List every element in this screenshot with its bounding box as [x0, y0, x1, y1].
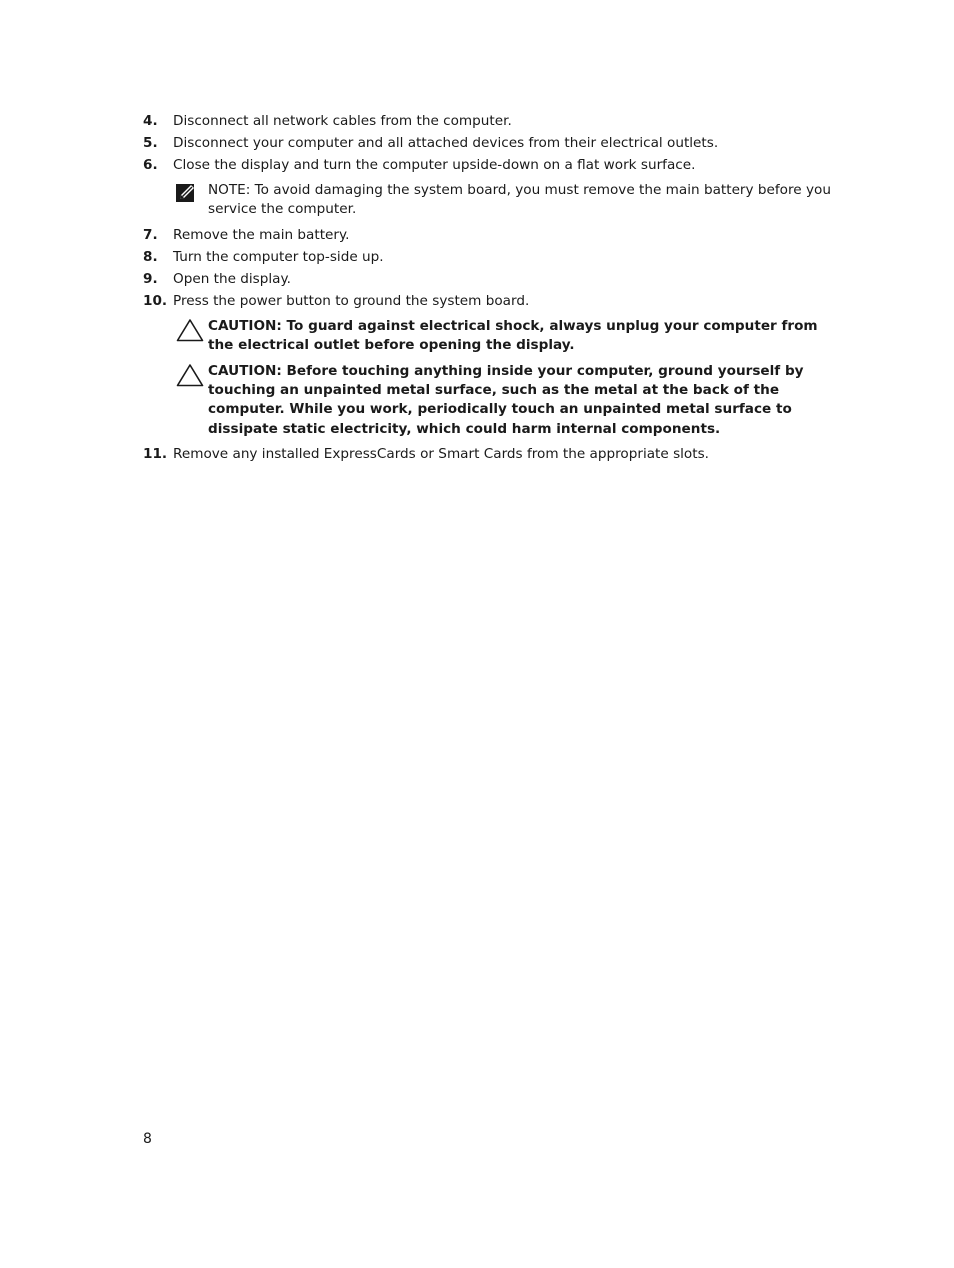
step-text: Disconnect your computer and all attached devices from their electrical outlets. [173, 135, 719, 151]
step-7 [143, 226, 833, 245]
caution-triangle-icon [176, 362, 208, 440]
step-text: Close the display and turn the computer upside-down on a flat work surface. [173, 157, 696, 173]
caution-text: CAUTION: To guard against electrical shock, always unplug your computer from the electrical outlet before opening the display. [208, 317, 818, 354]
step-number: 9. [143, 270, 158, 287]
step-11 [143, 445, 833, 464]
step-text: Open the display. [173, 270, 291, 287]
step-number: 6. [143, 157, 158, 173]
note-label: NOTE: [208, 182, 251, 198]
procedure-content [143, 112, 833, 467]
caution-box-1 [176, 317, 833, 356]
step-number: 7. [143, 226, 158, 243]
caution-triangle-icon [176, 317, 208, 356]
step-number: 11. [143, 446, 168, 463]
step-6 [143, 156, 833, 175]
step-number: 10. [143, 292, 168, 309]
step-number: 5. [143, 135, 158, 151]
page-number: 8 [143, 1131, 152, 1147]
step-text: Remove the main battery. [173, 226, 350, 243]
step-5 [143, 134, 833, 153]
note-box [176, 181, 833, 220]
step-number: 8. [143, 248, 158, 265]
note-text: To avoid damaging the system board, you must remove the main battery before you service the computer. [208, 182, 831, 218]
step-text: Remove any installed ExpressCards or Smart Cards from the appropriate slots. [173, 446, 709, 463]
caution-box-2 [176, 362, 833, 440]
step-text: Turn the computer top-side up. [173, 248, 384, 265]
step-text: Disconnect all network cables from the computer. [173, 113, 512, 129]
step-4 [143, 112, 833, 131]
step-9 [143, 270, 833, 289]
step-number: 4. [143, 113, 158, 129]
step-10 [143, 292, 833, 311]
note-pencil-icon [176, 181, 208, 220]
step-8 [143, 248, 833, 267]
step-text: Press the power button to ground the system board. [173, 292, 530, 309]
caution-text: CAUTION: Before touching anything inside your computer, ground yourself by touching an unpainted metal surface, such as the metal at the back of the computer. While you work, periodically touch an unpainted metal surface to dissipate static electricity, which could harm internal components. [208, 362, 804, 437]
